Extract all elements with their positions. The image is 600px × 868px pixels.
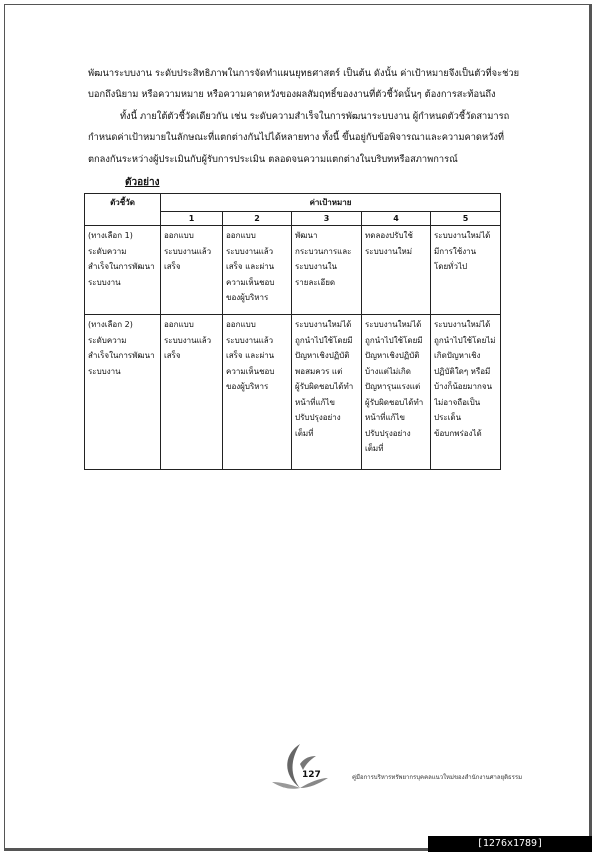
watermark: [1276x1789] https://upic.me/ [428, 836, 592, 852]
paragraph-line: ตกลงกันระหว่างผู้ประเมินกับผู้รับการประเมิน ตลอดจนความแตกต่างในบริบทหรือสภาพการณ์ [88, 154, 458, 165]
level-header: 3 [292, 212, 362, 226]
target-cell: ระบบงานใหม่ได้ ถูกนำไปใช้โดยมี ปัญหาเชิงปฏิบัติ บ้างแต่ไม่เกิด ปัญหารุนแรงแต่ ผู้รับผิดชอบได้ทำ หน้าที่แก้ไข ปรับปรุงอย่าง เต็มที่ [362, 315, 431, 470]
target-cell: ระบบงานใหม่ได้ มีการใช้งาน โดยทั่วไป [431, 226, 501, 315]
level-header: 4 [362, 212, 431, 226]
target-cell: พัฒนา กระบวนการและ ระบบงานใน รายละเอียด [292, 226, 362, 315]
paragraph-line: กำหนดค่าเป้าหมายในลักษณะที่แตกต่างกันไปได้หลายทาง ทั้งนี้ ขึ้นอยู่กับข้อพิจารณาและความคาดหวังที่ [88, 132, 504, 143]
target-cell: ออกแบบ ระบบงานแล้ว เสร็จ [161, 226, 223, 315]
page-number: 127 [302, 770, 321, 780]
paragraph-line: ทั้งนี้ ภายใต้ตัวชี้วัดเดียวกัน เช่น ระดับความสำเร็จในการพัฒนาระบบงาน ผู้กำหนดตัวชี้วัดสามารถ [120, 111, 510, 122]
indicator-cell: (ทางเลือก 2) ระดับความ สำเร็จในการพัฒนา ระบบงาน [85, 315, 161, 470]
swoosh-logo-icon [270, 738, 330, 794]
target-cell: ออกแบบ ระบบงานแล้ว เสร็จ [161, 315, 223, 470]
level-header: 2 [223, 212, 292, 226]
paragraph-line: บอกถึงนิยาม หรือความหมาย หรือความคาดหวังของผลสัมฤทธิ์ของงานที่ตัวชี้วัดนั้นๆ ต้องการสะท้อนถึง [88, 89, 496, 100]
footer-text: คู่มือการบริหารทรัพยากรบุคคลแนวใหม่ของสำนักงานศาลยุติธรรม [352, 774, 523, 781]
table-row [85, 315, 501, 470]
level-header: 5 [431, 212, 501, 226]
target-cell: ระบบงานใหม่ได้ ถูกนำไปใช้โดยไม่ เกิดปัญหาเชิง ปฏิบัติใดๆ หรือมี บ้างก็น้อยมากจน ไม่อาจถือเป็น ประเด็น ข้อบกพร่องได้ [431, 315, 501, 470]
kpi-table [84, 193, 501, 470]
paragraph-line: พัฒนาระบบงาน ระดับประสิทธิภาพในการจัดทำแผนยุทธศาสตร์ เป็นต้น ดังนั้น ค่าเป้าหมายจึงเป็นตัวที่จะช่วย [88, 68, 520, 79]
header-indicator: ตัวชี้วัด [85, 194, 161, 226]
target-cell: ออกแบบ ระบบงานแล้ว เสร็จ และผ่าน ความเห็นชอบ ของผู้บริหาร [223, 226, 292, 315]
example-label: ตัวอย่าง [125, 177, 160, 188]
level-header: 1 [161, 212, 223, 226]
target-cell: ระบบงานใหม่ได้ ถูกนำไปใช้โดยมี ปัญหาเชิงปฏิบัติ พอสมควร แต่ ผู้รับผิดชอบได้ทำ หน้าที่แก้ไข ปรับปรุงอย่าง เต็มที่ [292, 315, 362, 470]
target-cell: ทดลองปรับใช้ ระบบงานใหม่ [362, 226, 431, 315]
header-target: ค่าเป้าหมาย [161, 194, 501, 212]
table-row [85, 226, 501, 315]
target-cell: ออกแบบ ระบบงานแล้ว เสร็จ และผ่าน ความเห็นชอบ ของผู้บริหาร [223, 315, 292, 470]
indicator-cell: (ทางเลือก 1) ระดับความ สำเร็จในการพัฒนา ระบบงาน [85, 226, 161, 315]
